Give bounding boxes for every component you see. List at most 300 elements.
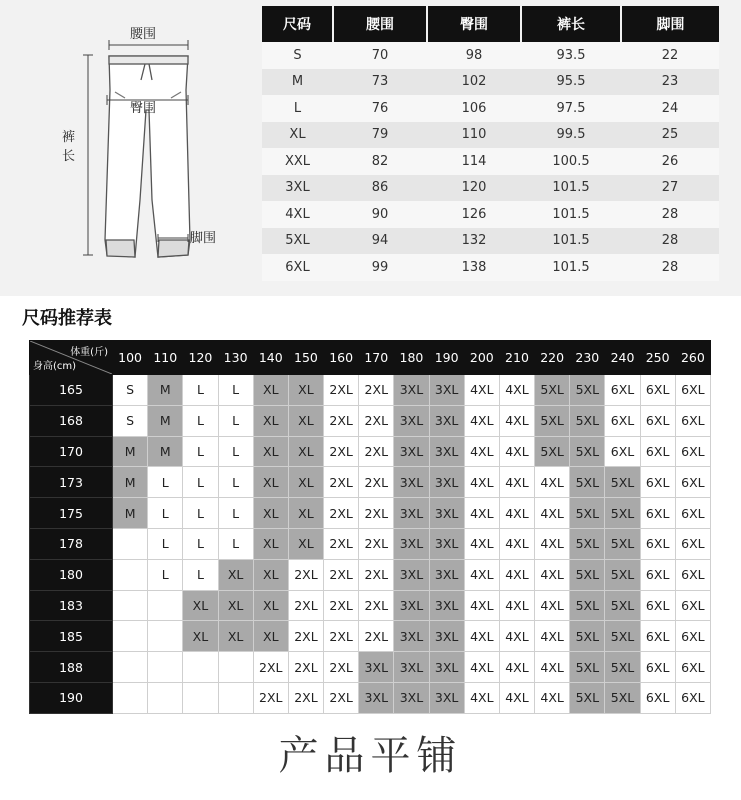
recommend-cell: 6XL [640,498,675,529]
recommend-cell: 5XL [535,405,570,436]
size-cell: 90 [333,201,427,228]
recommend-cell: L [183,436,218,467]
size-cell: 3XL [262,175,333,202]
recommend-cell: 3XL [394,682,429,713]
size-cell: 97.5 [521,95,621,122]
recommend-cell: 5XL [535,375,570,406]
recommend-cell [148,652,183,683]
recommend-cell: 6XL [640,621,675,652]
height-header: 178 [30,528,113,559]
recommend-cell: 2XL [324,498,359,529]
recommend-cell: L [218,436,253,467]
recommend-cell: 3XL [359,652,394,683]
weight-header: 190 [429,341,464,375]
recommend-row [30,621,711,652]
size-cell: L [262,95,333,122]
recommend-cell: L [148,467,183,498]
recommend-row [30,467,711,498]
recommend-row [30,590,711,621]
recommend-cell: 3XL [429,467,464,498]
weight-header: 250 [640,341,675,375]
size-row [262,201,719,228]
recommend-cell: 5XL [605,590,640,621]
weight-header: 140 [253,341,288,375]
recommend-cell: 6XL [675,467,710,498]
size-row [262,122,719,149]
corner-height-label: 身高(cm) [33,361,77,372]
recommend-row [30,405,711,436]
recommend-cell: 4XL [499,498,534,529]
size-cell: 94 [333,228,427,255]
recommend-cell: 4XL [535,590,570,621]
recommend-cell [183,682,218,713]
size-cell: 28 [621,228,719,255]
size-cell: 106 [427,95,521,122]
size-recommend-table [29,340,711,714]
weight-header: 200 [464,341,499,375]
recommend-cell: 3XL [359,682,394,713]
recommend-cell: XL [253,405,288,436]
size-cell: 138 [427,254,521,281]
length-label-bottom: 长 [62,149,76,164]
size-row [262,69,719,96]
recommend-cell: XL [288,498,323,529]
recommend-cell: 5XL [570,682,605,713]
recommend-cell: 4XL [499,652,534,683]
recommend-cell: 6XL [640,405,675,436]
size-cell: 101.5 [521,201,621,228]
weight-header: 240 [605,341,640,375]
height-header: 173 [30,467,113,498]
recommend-cell: 3XL [429,590,464,621]
recommend-row [30,436,711,467]
recommend-cell: XL [218,559,253,590]
length-label-top: 裤 [62,130,76,145]
recommend-cell: 6XL [675,559,710,590]
recommend-cell: L [148,498,183,529]
recommend-cell: 4XL [464,436,499,467]
recommend-cell: 4XL [499,467,534,498]
size-cell: 126 [427,201,521,228]
recommend-cell: 4XL [499,528,534,559]
waist-label: 腰围 [130,27,157,42]
recommend-cell: 6XL [675,436,710,467]
recommend-cell: 2XL [324,621,359,652]
header-hip: 臀围 [427,6,521,42]
header-ankle: 脚围 [621,6,719,42]
recommend-cell: 2XL [359,590,394,621]
weight-header: 170 [359,341,394,375]
recommend-cell: 4XL [499,405,534,436]
recommend-cell: 6XL [675,498,710,529]
weight-header: 160 [324,341,359,375]
height-header: 188 [30,652,113,683]
recommend-cell: 3XL [429,621,464,652]
size-cell: XXL [262,148,333,175]
recommend-cell: L [183,375,218,406]
recommend-cell: 6XL [640,652,675,683]
size-cell: 76 [333,95,427,122]
recommend-cell: 5XL [570,559,605,590]
recommend-cell: 6XL [640,559,675,590]
weight-header: 130 [218,341,253,375]
recommend-cell: L [218,467,253,498]
size-cell: 28 [621,201,719,228]
recommend-cell: 3XL [394,590,429,621]
size-cell: 25 [621,122,719,149]
recommend-cell: XL [253,621,288,652]
recommend-cell [218,652,253,683]
size-cell: 114 [427,148,521,175]
recommend-cell: 3XL [394,498,429,529]
recommend-cell: L [218,375,253,406]
size-cell: 99.5 [521,122,621,149]
hip-label: 臀围 [130,101,157,116]
recommend-cell: 5XL [535,436,570,467]
recommend-cell: 2XL [359,436,394,467]
recommend-cell: 6XL [675,405,710,436]
recommend-cell: 4XL [535,498,570,529]
recommend-cell [113,621,148,652]
size-cell: 22 [621,42,719,69]
size-measurement-table [262,6,719,281]
recommend-cell: 6XL [640,590,675,621]
size-cell: 93.5 [521,42,621,69]
size-row [262,95,719,122]
recommend-cell: 5XL [570,590,605,621]
recommend-cell [148,590,183,621]
recommend-cell: 6XL [675,375,710,406]
recommend-cell: 4XL [499,436,534,467]
recommend-cell: 6XL [675,652,710,683]
product-flat-title: 产品平铺 [278,733,463,779]
recommend-cell [148,682,183,713]
recommend-cell: 5XL [605,652,640,683]
size-cell: 27 [621,175,719,202]
recommend-cell: 5XL [570,467,605,498]
recommend-cell: 4XL [535,528,570,559]
recommend-cell: 6XL [640,375,675,406]
recommend-cell: 4XL [464,467,499,498]
recommend-cell [183,652,218,683]
recommend-cell: 4XL [464,375,499,406]
size-cell: S [262,42,333,69]
recommend-cell: 4XL [464,559,499,590]
recommend-cell: XL [253,467,288,498]
recommend-cell: 2XL [359,528,394,559]
recommend-cell [113,528,148,559]
recommend-cell: L [218,528,253,559]
header-size: 尺码 [262,6,333,42]
size-cell: XL [262,122,333,149]
recommend-cell: 5XL [570,528,605,559]
recommend-cell: 4XL [535,559,570,590]
header-waist: 腰围 [333,6,427,42]
size-row [262,175,719,202]
recommend-cell: XL [218,621,253,652]
recommend-cell: 3XL [429,559,464,590]
recommend-cell: 4XL [499,590,534,621]
recommend-cell: 6XL [640,682,675,713]
size-cell: 95.5 [521,69,621,96]
height-header: 190 [30,682,113,713]
recommend-cell: 6XL [675,590,710,621]
weight-header: 120 [183,341,218,375]
recommend-row [30,528,711,559]
recommend-cell [218,682,253,713]
recommend-row [30,652,711,683]
recommend-cell: XL [253,590,288,621]
recommend-cell: 2XL [288,652,323,683]
recommend-cell: XL [288,405,323,436]
recommend-cell: 3XL [394,436,429,467]
weight-header: 220 [535,341,570,375]
height-header: 168 [30,405,113,436]
recommend-cell: 6XL [675,682,710,713]
recommend-cell: 4XL [535,652,570,683]
size-cell: 5XL [262,228,333,255]
recommend-cell: 3XL [429,682,464,713]
recommend-cell: 5XL [570,436,605,467]
pants-icon [105,56,190,257]
size-cell: 110 [427,122,521,149]
size-cell: 70 [333,42,427,69]
recommend-cell: 6XL [605,436,640,467]
recommend-cell: 5XL [605,559,640,590]
recommend-cell: 5XL [570,621,605,652]
recommend-cell: S [113,375,148,406]
weight-header: 260 [675,341,710,375]
recommend-cell: 3XL [394,467,429,498]
recommend-cell: 5XL [605,467,640,498]
recommend-cell: 2XL [324,590,359,621]
size-cell: 24 [621,95,719,122]
header-length: 裤长 [521,6,621,42]
size-cell: 120 [427,175,521,202]
recommend-cell: 2XL [288,621,323,652]
size-row [262,228,719,255]
recommend-cell: 4XL [464,405,499,436]
size-cell: 100.5 [521,148,621,175]
size-cell: 98 [427,42,521,69]
recommend-title: 尺码推荐表 [22,308,112,329]
size-row [262,254,719,281]
recommend-cell: 2XL [324,682,359,713]
recommend-cell: 4XL [535,682,570,713]
recommend-cell: 3XL [429,436,464,467]
recommend-row [30,498,711,529]
size-cell: M [262,69,333,96]
recommend-cell: XL [253,528,288,559]
recommend-cell: XL [218,590,253,621]
recommend-row [30,682,711,713]
recommend-cell: 3XL [394,621,429,652]
recommend-cell: L [183,498,218,529]
recommend-cell: 3XL [429,375,464,406]
recommend-row [30,559,711,590]
recommend-cell: M [148,436,183,467]
recommend-cell: 4XL [464,621,499,652]
ankle-label: 脚围 [190,231,217,246]
recommend-cell [113,590,148,621]
recommend-cell: 4XL [499,559,534,590]
recommend-cell: M [148,405,183,436]
size-cell: 102 [427,69,521,96]
recommend-cell: 5XL [605,682,640,713]
recommend-cell: 3XL [429,652,464,683]
recommend-cell: 5XL [605,528,640,559]
size-table-header [262,6,719,42]
height-header: 185 [30,621,113,652]
recommend-cell [113,559,148,590]
recommend-cell: 4XL [499,621,534,652]
weight-header: 180 [394,341,429,375]
height-header: 165 [30,375,113,406]
recommend-cell: 5XL [570,652,605,683]
recommend-cell: 2XL [359,405,394,436]
recommend-cell: 4XL [464,528,499,559]
recommend-cell: 2XL [324,405,359,436]
recommend-cell: 2XL [359,621,394,652]
recommend-cell: 2XL [324,559,359,590]
weight-header: 230 [570,341,605,375]
size-row [262,42,719,69]
size-cell: 82 [333,148,427,175]
size-cell: 101.5 [521,175,621,202]
recommend-cell: L [148,528,183,559]
weight-header: 110 [148,341,183,375]
size-cell: 101.5 [521,228,621,255]
size-cell: 4XL [262,201,333,228]
recommend-cell: 4XL [464,590,499,621]
height-header: 183 [30,590,113,621]
recommend-cell: 6XL [640,467,675,498]
recommend-cell: 2XL [324,652,359,683]
recommend-cell: XL [288,528,323,559]
recommend-cell: 2XL [324,436,359,467]
recommend-cell: 4XL [499,375,534,406]
recommend-cell: 2XL [324,375,359,406]
recommend-cell: 3XL [394,375,429,406]
recommend-cell: 2XL [324,528,359,559]
recommend-cell: 3XL [394,405,429,436]
recommend-cell: M [113,467,148,498]
height-header: 170 [30,436,113,467]
size-cell: 73 [333,69,427,96]
recommend-cell: M [148,375,183,406]
recommend-cell: 2XL [253,652,288,683]
size-cell: 99 [333,254,427,281]
recommend-cell: XL [183,590,218,621]
recommend-cell: 6XL [675,621,710,652]
recommend-cell: 2XL [324,467,359,498]
size-cell: 86 [333,175,427,202]
length-measure-line [83,55,93,255]
recommend-cell: 6XL [640,436,675,467]
recommend-cell: 2XL [288,559,323,590]
corner-weight-label: 体重(斤) [70,347,108,358]
recommend-cell: 4XL [464,682,499,713]
recommend-cell: 6XL [605,375,640,406]
recommend-cell: L [183,528,218,559]
recommend-cell [113,682,148,713]
recommend-cell: 6XL [605,405,640,436]
recommend-cell [148,621,183,652]
recommend-cell: M [113,498,148,529]
recommend-cell: 6XL [640,528,675,559]
recommend-cell: XL [253,375,288,406]
recommend-cell: L [183,559,218,590]
size-row [262,148,719,175]
recommend-cell: 2XL [359,375,394,406]
recommend-cell: 2XL [288,682,323,713]
recommend-cell: S [113,405,148,436]
weight-header: 150 [288,341,323,375]
recommend-cell: L [183,405,218,436]
recommend-cell: 5XL [570,498,605,529]
size-chart-panel [0,0,741,296]
recommend-cell: XL [183,621,218,652]
size-cell: 23 [621,69,719,96]
recommend-cell: 3XL [394,528,429,559]
recommend-cell: 2XL [359,559,394,590]
recommend-cell: 2XL [253,682,288,713]
recommend-cell: 2XL [288,590,323,621]
pants-diagram [0,0,260,296]
recommend-cell: XL [288,467,323,498]
size-cell: 101.5 [521,254,621,281]
recommend-cell: 6XL [675,528,710,559]
recommend-cell: 2XL [359,467,394,498]
recommend-cell: 4XL [464,498,499,529]
recommend-cell: 3XL [394,652,429,683]
size-cell: 6XL [262,254,333,281]
recommend-cell: M [113,436,148,467]
recommend-cell: XL [288,436,323,467]
recommend-cell: XL [253,498,288,529]
recommend-cell: L [183,467,218,498]
recommend-cell: 4XL [464,652,499,683]
recommend-header-row [30,341,711,375]
recommend-cell: XL [288,375,323,406]
size-cell: 26 [621,148,719,175]
recommend-cell: 3XL [429,528,464,559]
recommend-row [30,375,711,406]
recommend-cell: L [218,405,253,436]
size-cell: 28 [621,254,719,281]
height-header: 175 [30,498,113,529]
recommend-cell: 5XL [570,375,605,406]
recommend-cell: XL [253,436,288,467]
recommend-cell: 5XL [605,621,640,652]
recommend-cell: XL [253,559,288,590]
recommend-cell: 3XL [429,498,464,529]
weight-header: 100 [113,341,148,375]
recommend-cell: 4XL [535,467,570,498]
weight-header: 210 [499,341,534,375]
recommend-cell: L [218,498,253,529]
recommend-cell: L [148,559,183,590]
recommend-corner [30,341,113,375]
recommend-cell: 5XL [570,405,605,436]
recommend-cell: 5XL [605,498,640,529]
recommend-cell: 3XL [429,405,464,436]
height-header: 180 [30,559,113,590]
recommend-cell: 3XL [394,559,429,590]
size-cell: 79 [333,122,427,149]
size-cell: 132 [427,228,521,255]
recommend-cell [113,652,148,683]
